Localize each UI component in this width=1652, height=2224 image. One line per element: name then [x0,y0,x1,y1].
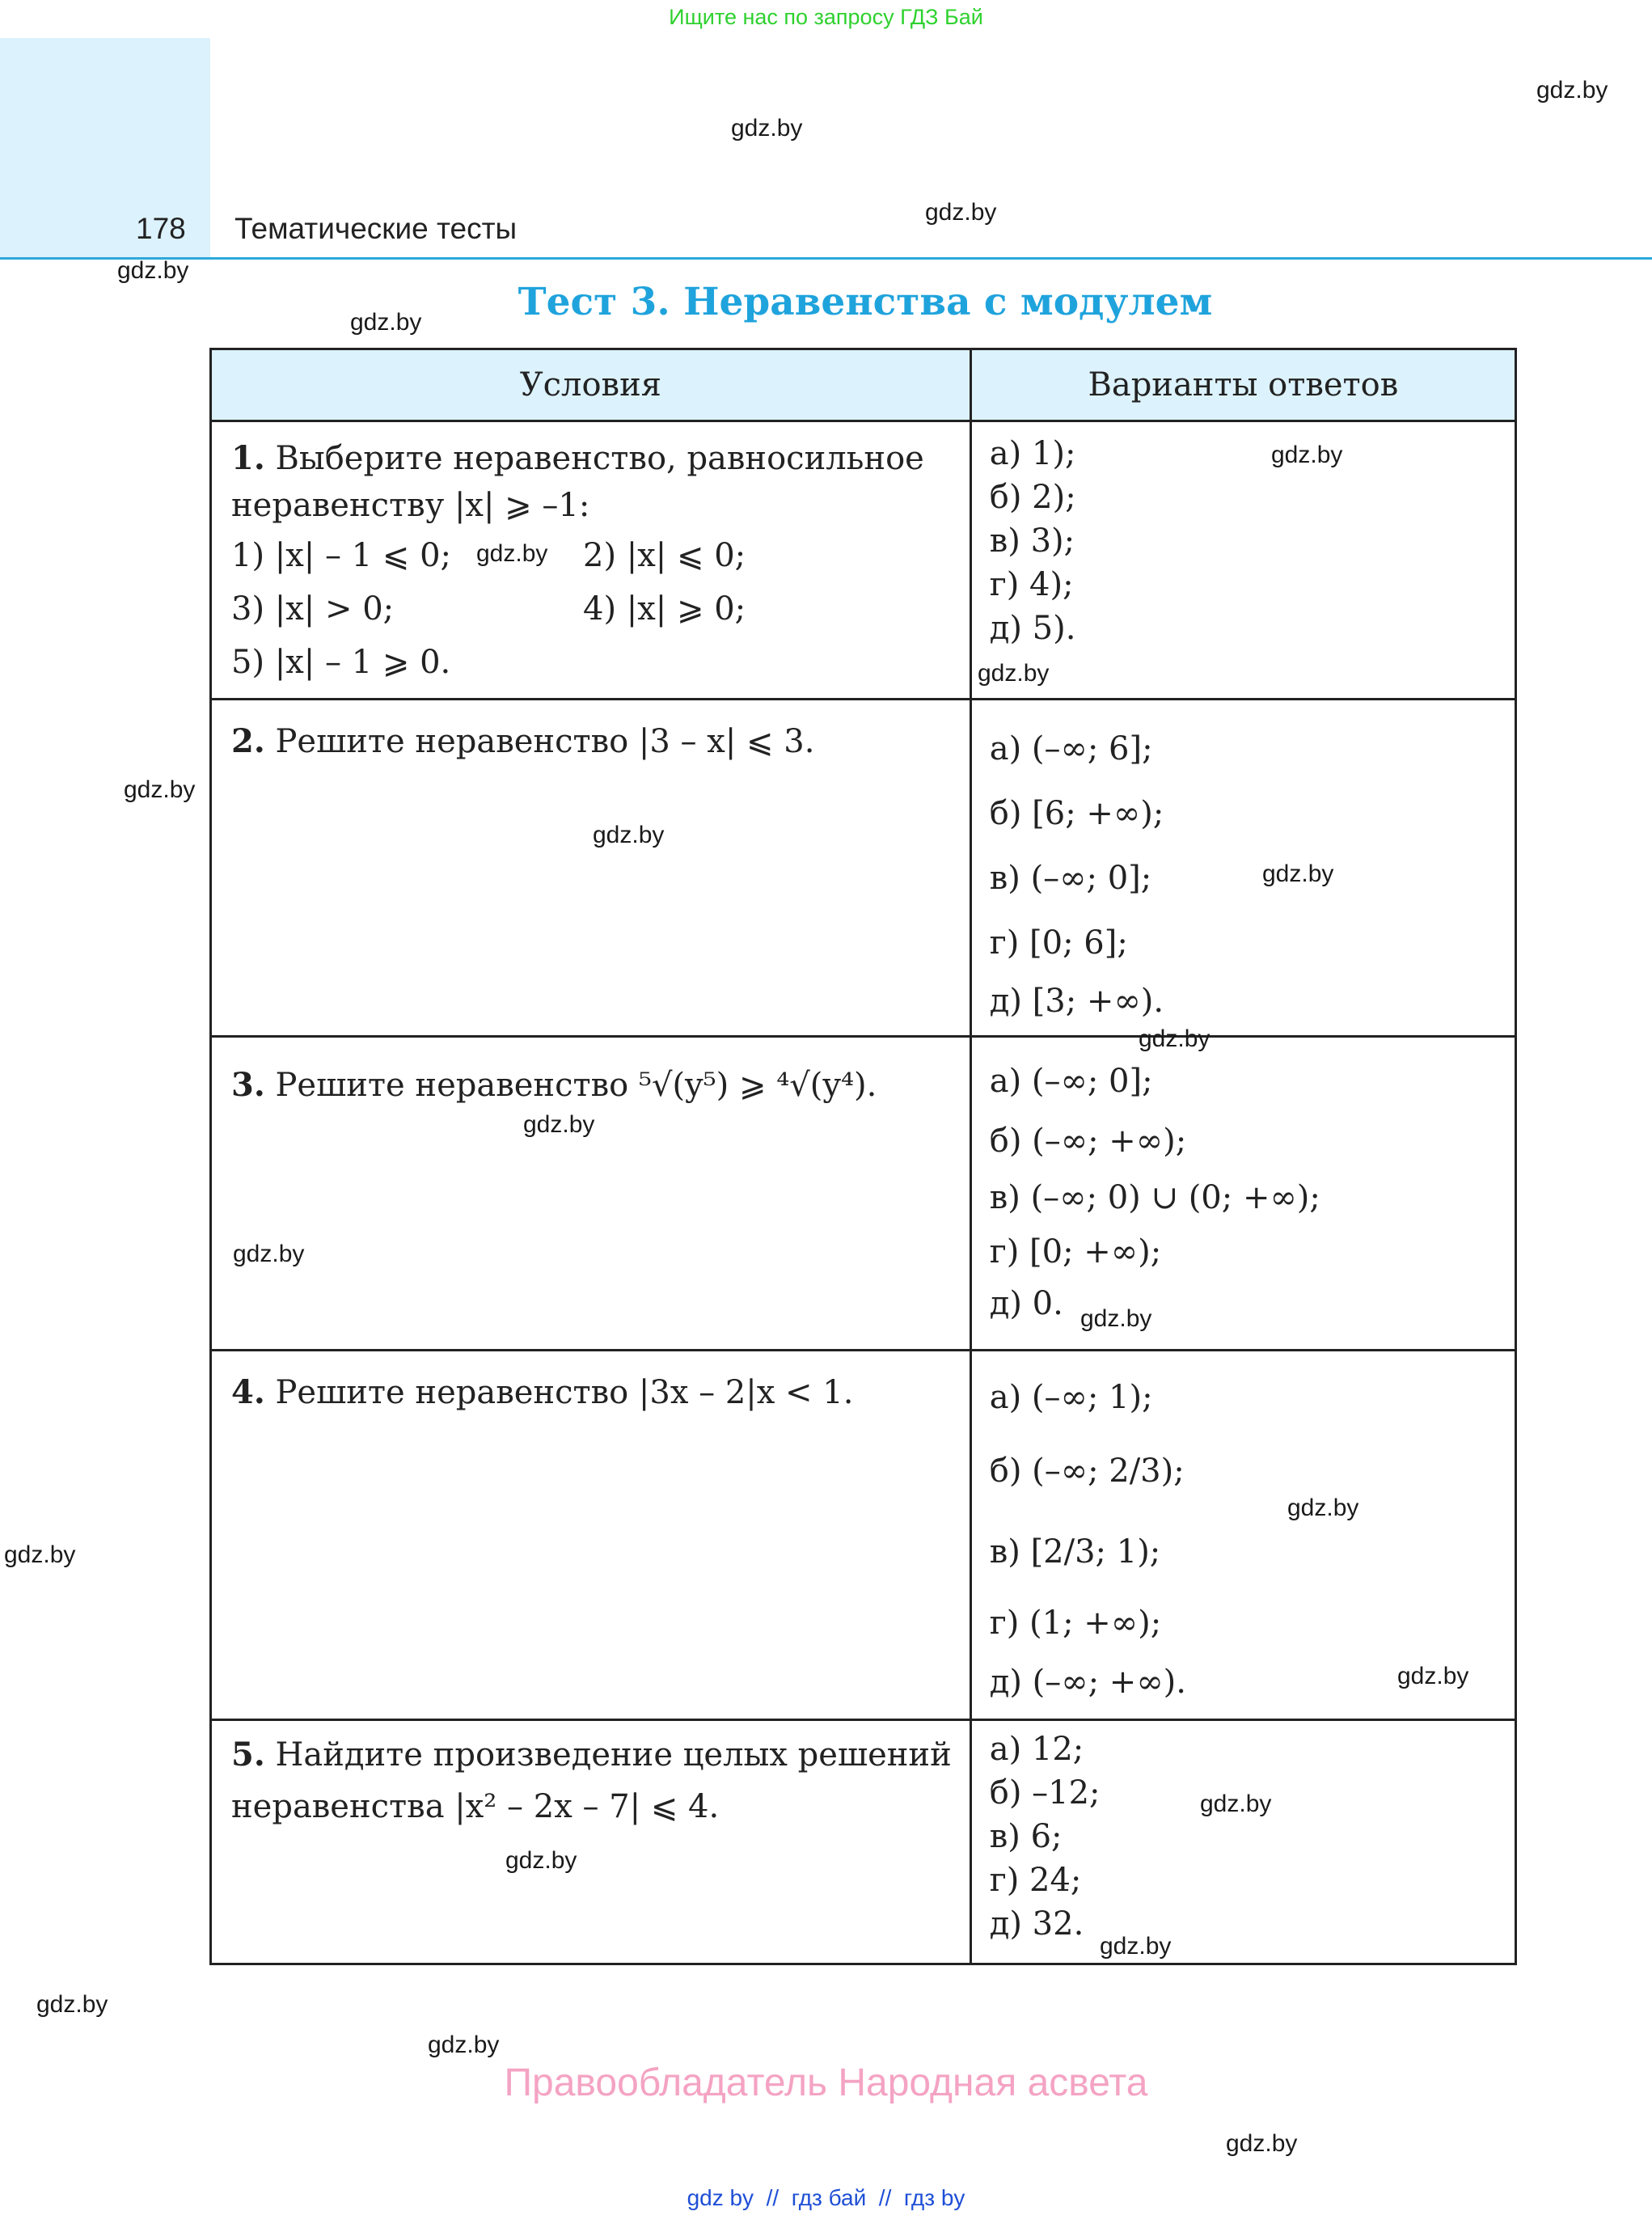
condition-cell [211,421,971,700]
question-number: 2. [231,722,265,760]
condition-cell [211,1351,971,1720]
answer-option: г) [0; 6]; [989,924,1128,962]
watermark: gdz.by [233,1241,305,1267]
answers-cell [970,1037,1515,1351]
question-number: 1. [231,439,265,477]
watermark: gdz.by [1262,860,1334,887]
test-table [209,348,1517,1965]
header-rule [0,257,1652,260]
answer-option: д) (–∞; +∞). [989,1664,1186,1701]
watermark: gdz.by [523,1111,595,1138]
option-list [231,529,955,689]
answer-option: б) –12; [989,1774,1101,1812]
watermark: gdz.by [1397,1663,1469,1689]
section-title: Тематические тесты [234,212,518,245]
answer-option: в) (–∞; 0]; [989,860,1152,897]
column-header-answers: Варианты ответов [970,349,1515,421]
answer-option: г) (1; +∞); [989,1605,1162,1642]
answer-option: а) 1); [989,435,1076,472]
watermark: gdz.by [1100,1933,1172,1960]
answer-option: г) 24; [989,1862,1082,1899]
question-text: Выберите неравенство, равносильное неравенству |x| ⩾ –1: [231,440,924,524]
answer-option: г) [0; +∞); [989,1233,1162,1271]
answer-option: б) 2); [989,479,1076,516]
question-number: 4. [231,1373,265,1411]
watermark: gdz.by [1287,1495,1359,1521]
answer-option: в) [2/3; 1); [989,1533,1161,1571]
question-number: 5. [231,1736,265,1774]
watermark: gdz.by [124,776,196,803]
top-banner: Ищите нас по запросу ГДЗ Бай [669,5,983,29]
answers-cell [970,421,1515,700]
answer-option: а) (–∞; 0]; [989,1063,1153,1100]
question-text: Найдите произведение целых решений неравенства |x² – 2x – 7| ⩽ 4. [231,1736,952,1825]
watermark: gdz.by [1536,77,1608,104]
answer-option: б) (–∞; 2/3); [989,1452,1185,1490]
question-text: Решите неравенство |3 – x| ⩽ 3. [275,723,815,760]
answer-option: г) 4); [989,566,1074,603]
answer-option: в) 6; [989,1818,1063,1855]
table-header-row [211,349,1516,421]
answer-option: д) 0. [989,1285,1063,1322]
watermark: gdz.by [593,822,665,848]
option-item: 4) |x| ⩾ 0; [583,590,746,628]
question-text: Решите неравенство ⁵√(y⁵) ⩾ ⁴√(y⁴). [275,1067,877,1104]
watermark: gdz.by [117,257,189,284]
option-item: 2) |x| ⩽ 0; [583,537,746,574]
watermark: gdz.by [925,199,997,226]
answer-option: а) (–∞; 6]; [989,730,1153,767]
option-item: 5) |x| – 1 ⩾ 0. [231,644,451,681]
answer-option: в) (–∞; 0) ∪ (0; +∞); [989,1179,1320,1216]
page-number: 178 [136,212,186,245]
watermark: gdz.by [1080,1305,1152,1332]
answer-option: д) 5). [989,610,1076,647]
condition-cell [211,1037,971,1351]
condition-cell [211,700,971,1037]
question-text: Решите неравенство |3x – 2|x < 1. [275,1374,854,1411]
answer-list [972,1038,1515,1337]
answer-option: б) (–∞; +∞); [989,1123,1187,1160]
answers-cell [970,1720,1515,1964]
option-item: 1) |x| – 1 ⩽ 0; [231,537,452,574]
watermark: gdz.by [1139,1025,1210,1052]
answer-option: б) [6; +∞); [989,795,1164,832]
answer-list [972,1721,1515,1954]
test-title: Тест 3. Неравенства с модулем [518,280,1213,324]
watermark: gdz.by [505,1847,577,1874]
watermark: gdz.by [1200,1791,1272,1817]
watermark: gdz.by [350,309,422,336]
watermark: gdz.by [476,540,548,567]
footer-watermark: gdz by // гдз бай // гдз by [687,2185,965,2210]
answer-option: в) 3); [989,522,1075,560]
watermark: gdz.by [428,2032,500,2058]
watermark: gdz.by [731,115,803,142]
watermark: gdz.by [1271,442,1343,468]
watermark: gdz.by [36,1991,108,2018]
table-row [211,1351,1516,1720]
answer-list [972,700,1515,1035]
answers-cell [970,700,1515,1037]
table-row [211,1720,1516,1964]
column-header-conditions: Условия [211,349,971,421]
option-item: 3) |x| > 0; [231,590,395,628]
answer-list [972,422,1515,658]
copyright-notice: Правообладатель Народная асвета [504,2061,1148,2104]
table-row [211,1037,1516,1351]
question-number: 3. [231,1066,265,1104]
watermark: gdz.by [4,1541,76,1568]
answer-option: д) 32. [989,1905,1084,1943]
condition-cell [211,1720,971,1964]
answer-option: а) 12; [989,1731,1084,1768]
answer-option: а) (–∞; 1); [989,1379,1153,1416]
watermark: gdz.by [978,660,1050,687]
answer-option: д) [3; +∞). [989,983,1164,1020]
watermark: gdz.by [1226,2130,1298,2157]
